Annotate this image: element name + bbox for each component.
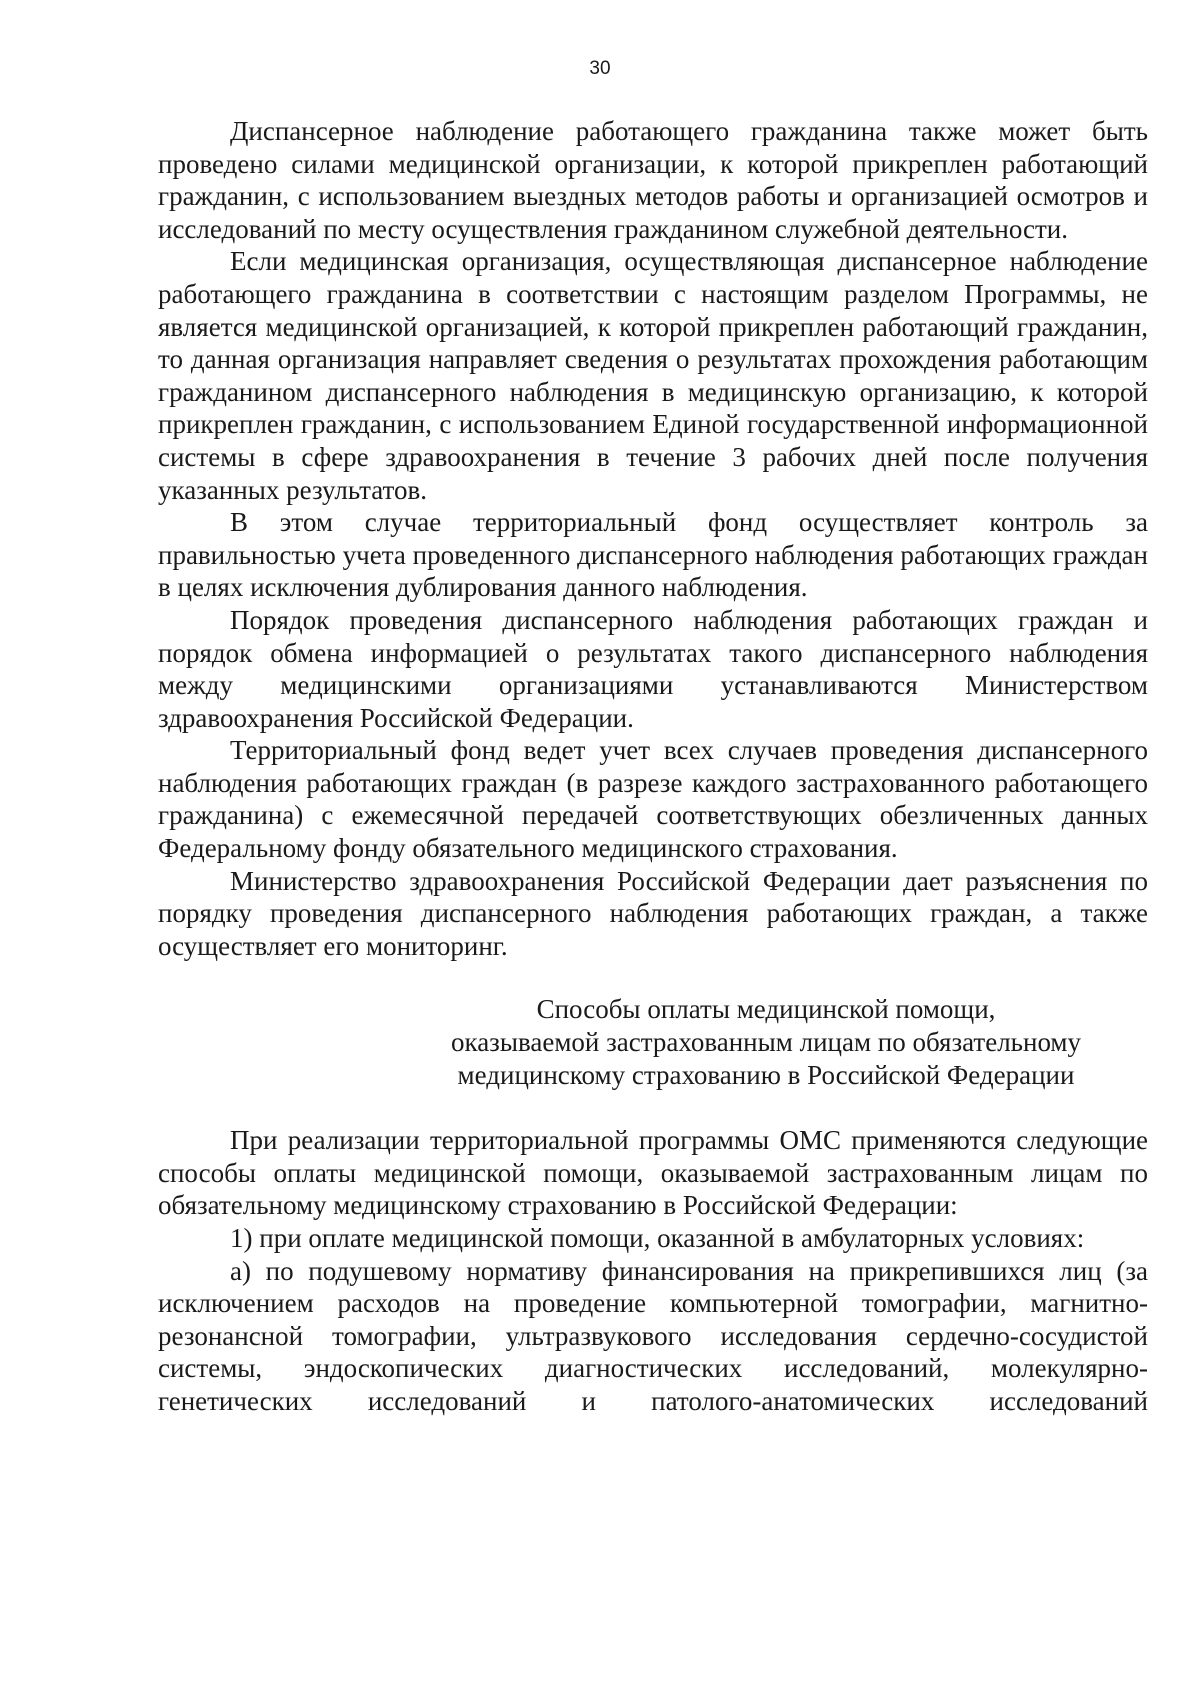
paragraph-fund-accounting: Территориальный фонд ведет учет всех случаев проведения диспансерного наблюдения работающих граждан (в разрезе каждого застрахованного работающего гражданина) с ежемесячной передачей соответствующих обезличенных данных Федеральному фонду обязательного медицинского страхования. bbox=[158, 735, 1148, 864]
section-heading bbox=[158, 993, 1148, 1091]
paragraph-procedure-ministry: Порядок проведения диспансерного наблюдения работающих граждан и порядок обмена информацией о результатах такого диспансерного наблюдения между медицинскими организациями устанавливаются Министерством здравоохранения Российской Федерации. bbox=[158, 604, 1148, 733]
paragraph-information-transfer: Если медицинская организация, осуществляющая диспансерное наблюдение работающего гражданина в соответствии с настоящим разделом Программы, не является медицинской организацией, к которой прикреплен работающий гражданин, то данная организация направляет сведения о результатах прохождения работающим гражданином диспансерного наблюдения в медицинскую организацию, к которой прикреплен гражданин, с использованием Единой государственной информационной системы в сфере здравоохранения в течение 3 рабочих дней после получения указанных результатов. bbox=[158, 246, 1148, 505]
page-number: 30 bbox=[589, 58, 611, 79]
section-heading-line: медицинскому страхованию в Российской Федерации bbox=[457, 1059, 1075, 1090]
list-item-per-capita-standard: а) по подушевому нормативу финансирования на прикрепившихся лиц (за исключением расходов на проведение компьютерной томографии, магнитно-резонансной томографии, ультразвукового исследования сердечно-сосудистой системы, эндоскопических диагностических исследований, молекулярно-генетических исследований и патолого-анатомических исследований bbox=[158, 1255, 1148, 1416]
list-item-outpatient-payment: 1) при оплате медицинской помощи, оказанной в амбулаторных условиях: bbox=[230, 1223, 1085, 1253]
section-heading-line: оказываемой застрахованным лицам по обязательному bbox=[450, 1027, 1082, 1058]
document-body bbox=[158, 115, 1148, 1418]
section-heading-line: Способы оплаты медицинской помощи, bbox=[536, 994, 996, 1025]
paragraph-payment-methods-intro: При реализации территориальной программы ОМС применяются следующие способы оплаты медицинской помощи, оказываемой застрахованным лицам по обязательному медицинскому страхованию в Российской Федерации: bbox=[158, 1125, 1148, 1221]
paragraph-ministry-clarifications: Министерство здравоохранения Российской Федерации дает разъяснения по порядку проведения диспансерного наблюдения работающих граждан, а также осуществляет его мониторинг. bbox=[158, 865, 1148, 961]
paragraph-fund-control: В этом случае территориальный фонд осуществляет контроль за правильностью учета проведенного диспансерного наблюдения работающих граждан в целях исключения дублирования данного наблюдения. bbox=[158, 507, 1148, 603]
paragraph-dispensary-field-methods: Диспансерное наблюдение работающего гражданина также может быть проведено силами медицинской организации, к которой прикреплен работающий гражданин, с использованием выездных методов работы и организацией осмотров и исследований по месту осуществления гражданином служебной деятельности. bbox=[158, 116, 1148, 244]
